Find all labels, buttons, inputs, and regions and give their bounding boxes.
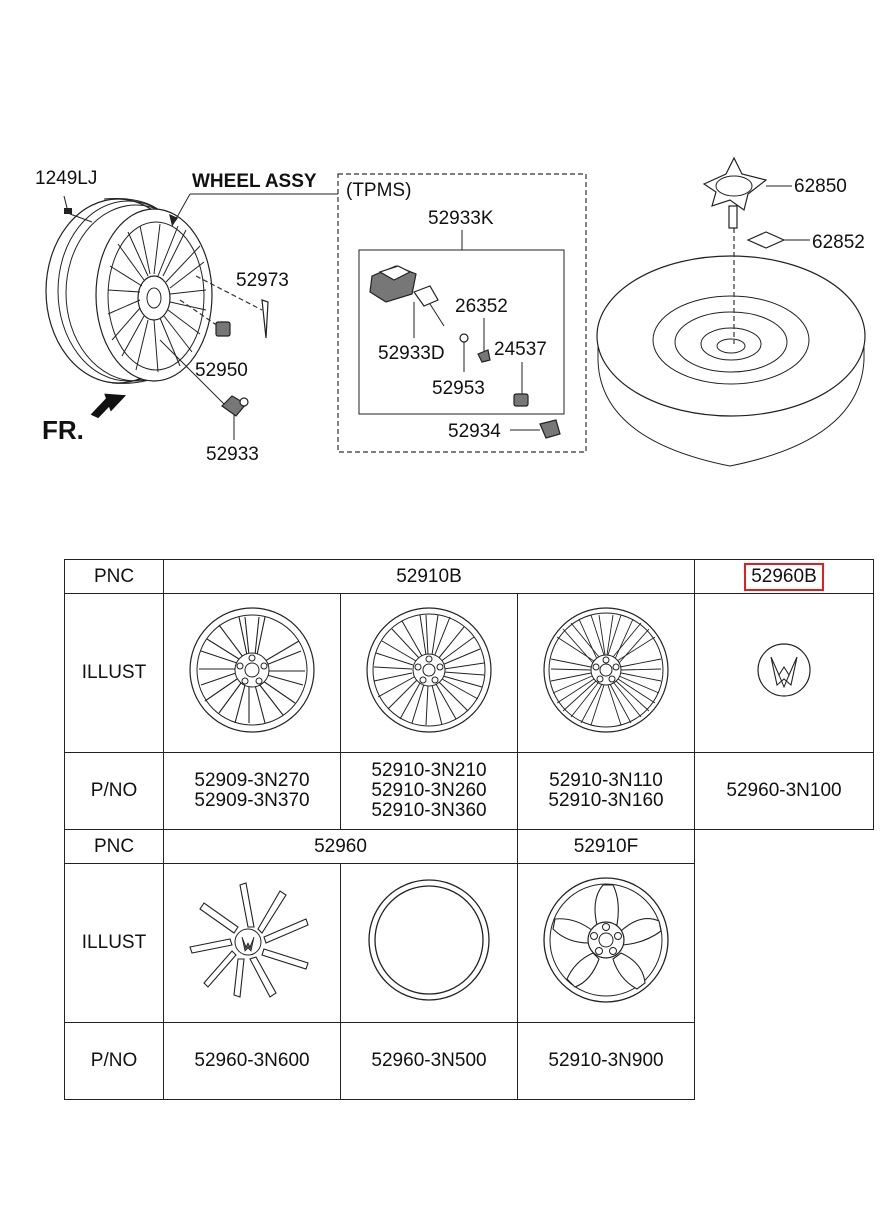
table-row bbox=[65, 1023, 874, 1100]
illust-cell bbox=[341, 864, 518, 1023]
part-number: 52960-3N100 bbox=[726, 780, 842, 801]
spoke-cover-star-icon bbox=[182, 875, 322, 1005]
label-26352: 26352 bbox=[455, 296, 508, 317]
label-front: FR. bbox=[42, 415, 84, 445]
wheel-exploded-diagram bbox=[0, 0, 886, 540]
part-number: 52960-3N600 bbox=[194, 1050, 310, 1071]
center-cap-emblem-icon bbox=[749, 635, 819, 705]
illust-label: ILLUST bbox=[65, 594, 164, 753]
table-row bbox=[65, 753, 874, 830]
part-number: 52909-3N370 bbox=[194, 790, 310, 811]
label-52973: 52973 bbox=[236, 270, 289, 291]
wheel-multi-spoke-icon bbox=[364, 605, 494, 735]
table-row bbox=[65, 864, 874, 1023]
label-52953: 52953 bbox=[432, 378, 485, 399]
pno-cell bbox=[164, 1023, 341, 1100]
pno-label: P/NO bbox=[65, 753, 164, 830]
label-52933d: 52933D bbox=[378, 343, 445, 364]
wheel-nut-icon bbox=[216, 322, 230, 336]
wheel-assy-illustration bbox=[46, 198, 212, 383]
part-number: 52910-3N210 bbox=[371, 760, 487, 781]
illust-cell bbox=[164, 864, 341, 1023]
part-number: 52910-3N160 bbox=[548, 790, 664, 811]
label-52950: 52950 bbox=[195, 360, 248, 381]
label-52933k: 52933K bbox=[428, 208, 494, 229]
valve-cap-icon bbox=[540, 420, 560, 438]
label-52933: 52933 bbox=[206, 444, 259, 465]
pno-cell bbox=[518, 753, 695, 830]
table-row bbox=[65, 830, 874, 864]
pno-cell bbox=[695, 753, 874, 830]
pno-cell bbox=[341, 753, 518, 830]
table-row bbox=[65, 560, 874, 594]
pnc-label: PNC bbox=[65, 560, 164, 594]
illust-cell bbox=[164, 594, 341, 753]
pno-cell bbox=[341, 1023, 518, 1100]
label-wheel-assy: WHEEL ASSY bbox=[192, 171, 317, 192]
part-number: 52960-3N500 bbox=[371, 1050, 487, 1071]
pno-cell bbox=[518, 1023, 695, 1100]
pnc-label: PNC bbox=[65, 830, 164, 864]
label-1249lj: 1249LJ bbox=[35, 168, 98, 189]
illust-cell bbox=[695, 594, 874, 753]
wheel-10-spoke-icon bbox=[187, 605, 317, 735]
pnc-52960b-highlight[interactable]: 52960B bbox=[744, 563, 824, 591]
part-number: 52910-3N360 bbox=[371, 800, 487, 821]
illust-label: ILLUST bbox=[65, 864, 164, 1023]
pno-label: P/NO bbox=[65, 1023, 164, 1100]
illust-cell bbox=[518, 864, 695, 1023]
wheel-mesh-spoke-icon bbox=[541, 605, 671, 735]
part-number: 52910-3N260 bbox=[371, 780, 487, 801]
label-52934: 52934 bbox=[448, 421, 501, 442]
label-62850: 62850 bbox=[794, 176, 847, 197]
tpms-sensor-icon bbox=[370, 266, 444, 326]
pnc-52910f: 52910F bbox=[518, 830, 695, 864]
balance-weight-icon bbox=[262, 300, 268, 338]
spare-bolt-icon bbox=[704, 158, 766, 228]
spare-pad-icon bbox=[748, 232, 784, 248]
pnc-52910b: 52910B bbox=[164, 560, 695, 594]
trim-ring-icon bbox=[364, 875, 494, 1005]
illust-cell bbox=[518, 594, 695, 753]
part-number: 52910-3N900 bbox=[548, 1050, 664, 1071]
pnc-52960: 52960 bbox=[164, 830, 518, 864]
table-row bbox=[65, 594, 874, 753]
part-number: 52909-3N270 bbox=[194, 770, 310, 791]
part-number: 52910-3N110 bbox=[549, 770, 663, 791]
label-62852: 62852 bbox=[812, 232, 865, 253]
parts-table bbox=[64, 559, 874, 1100]
steel-wheel-5-spoke-icon bbox=[541, 875, 671, 1005]
spare-tire-illustration bbox=[597, 256, 865, 466]
illust-cell bbox=[341, 594, 518, 753]
pno-cell bbox=[164, 753, 341, 830]
label-24537: 24537 bbox=[494, 339, 547, 360]
front-arrow-icon bbox=[85, 387, 130, 420]
label-tpms: (TPMS) bbox=[346, 180, 412, 201]
